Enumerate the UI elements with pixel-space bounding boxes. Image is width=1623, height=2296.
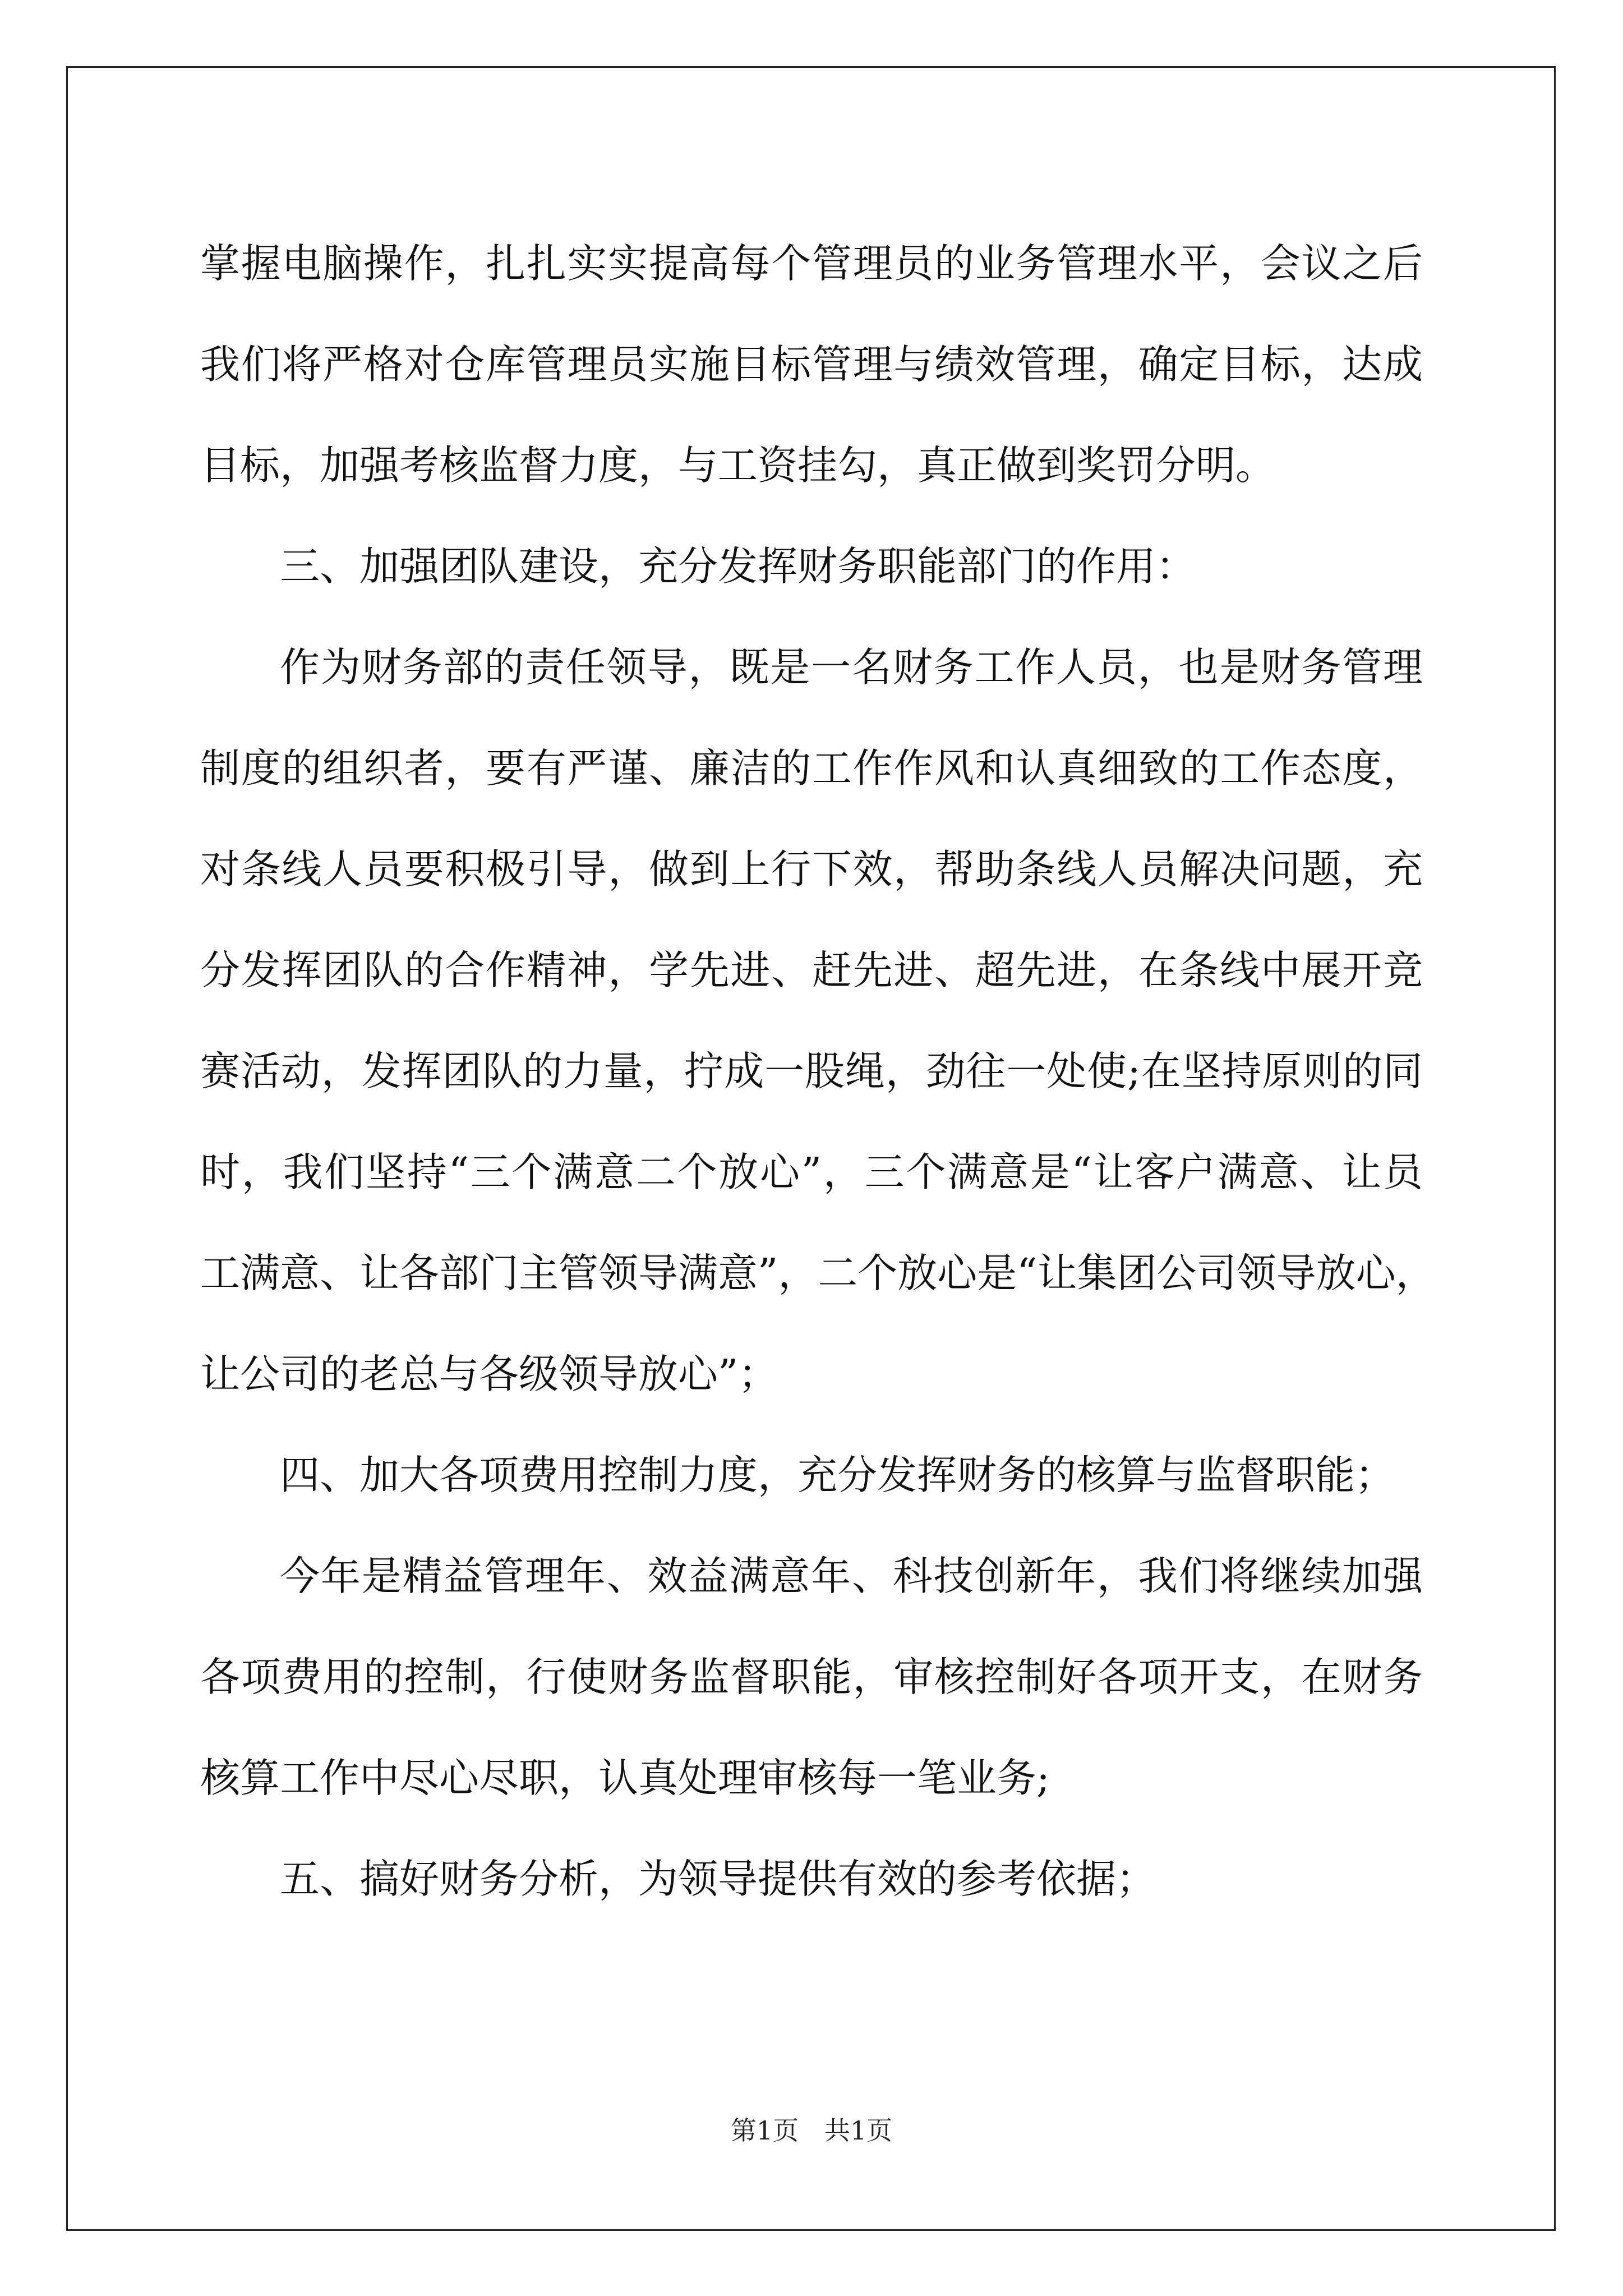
text-line: 掌握电脑操作，扎扎实实提高每个管理员的业务管理水平，会议之后: [200, 240, 1423, 287]
text-line: 制度的组织者，要有严谨、廉洁的工作作风和认真细致的工作态度，: [200, 745, 1423, 792]
section-heading: 四、加大各项费用控制力度，充分发挥财务的核算与监督职能；: [280, 1452, 1395, 1498]
page-number: 第1页 共1页: [730, 2115, 893, 2146]
text-line: 工满意、让各部门主管领导满意”，二个放心是“让集团公司领导放心，: [200, 1250, 1436, 1296]
text-line: 分发挥团队的合作精神，学先进、赶先进、超先进，在条线中展开竞: [200, 947, 1423, 993]
text-line: 让公司的老总与各级领导放心”；: [200, 1351, 778, 1397]
text-line: 作为财务部的责任领导，既是一名财务工作人员，也是财务管理: [280, 644, 1423, 691]
text-line: 赛活动，发挥团队的力量，拧成一股绳，劲往一处使;在坚持原则的同: [200, 1048, 1423, 1094]
text-line: 核算工作中尽心尽职，认真处理审核每一笔业务;: [200, 1755, 1050, 1801]
section-heading: 三、加强团队建设，充分发挥财务职能部门的作用：: [280, 543, 1196, 590]
text-line: 各项费用的控制，行使财务监督职能，审核控制好各项开支，在财务: [200, 1654, 1423, 1700]
text-line: 今年是精益管理年、效益满意年、科技创新年，我们将继续加强: [280, 1553, 1423, 1599]
text-line: 我们将严格对仓库管理员实施目标管理与绩效管理，确定目标，达成: [200, 341, 1423, 388]
text-line: 对条线人员要积极引导，做到上行下效，帮助条线人员解决问题，充: [200, 846, 1423, 892]
section-heading: 五、搞好财务分析，为领导提供有效的参考依据；: [280, 1856, 1156, 1902]
text-line: 目标，加强考核监督力度，与工资挂勾，真正做到奖罚分明。: [200, 442, 1276, 489]
text-line: 时，我们坚持“三个满意二个放心”，三个满意是“让客户满意、让员: [200, 1149, 1423, 1195]
document-body: [200, 213, 1436, 1930]
